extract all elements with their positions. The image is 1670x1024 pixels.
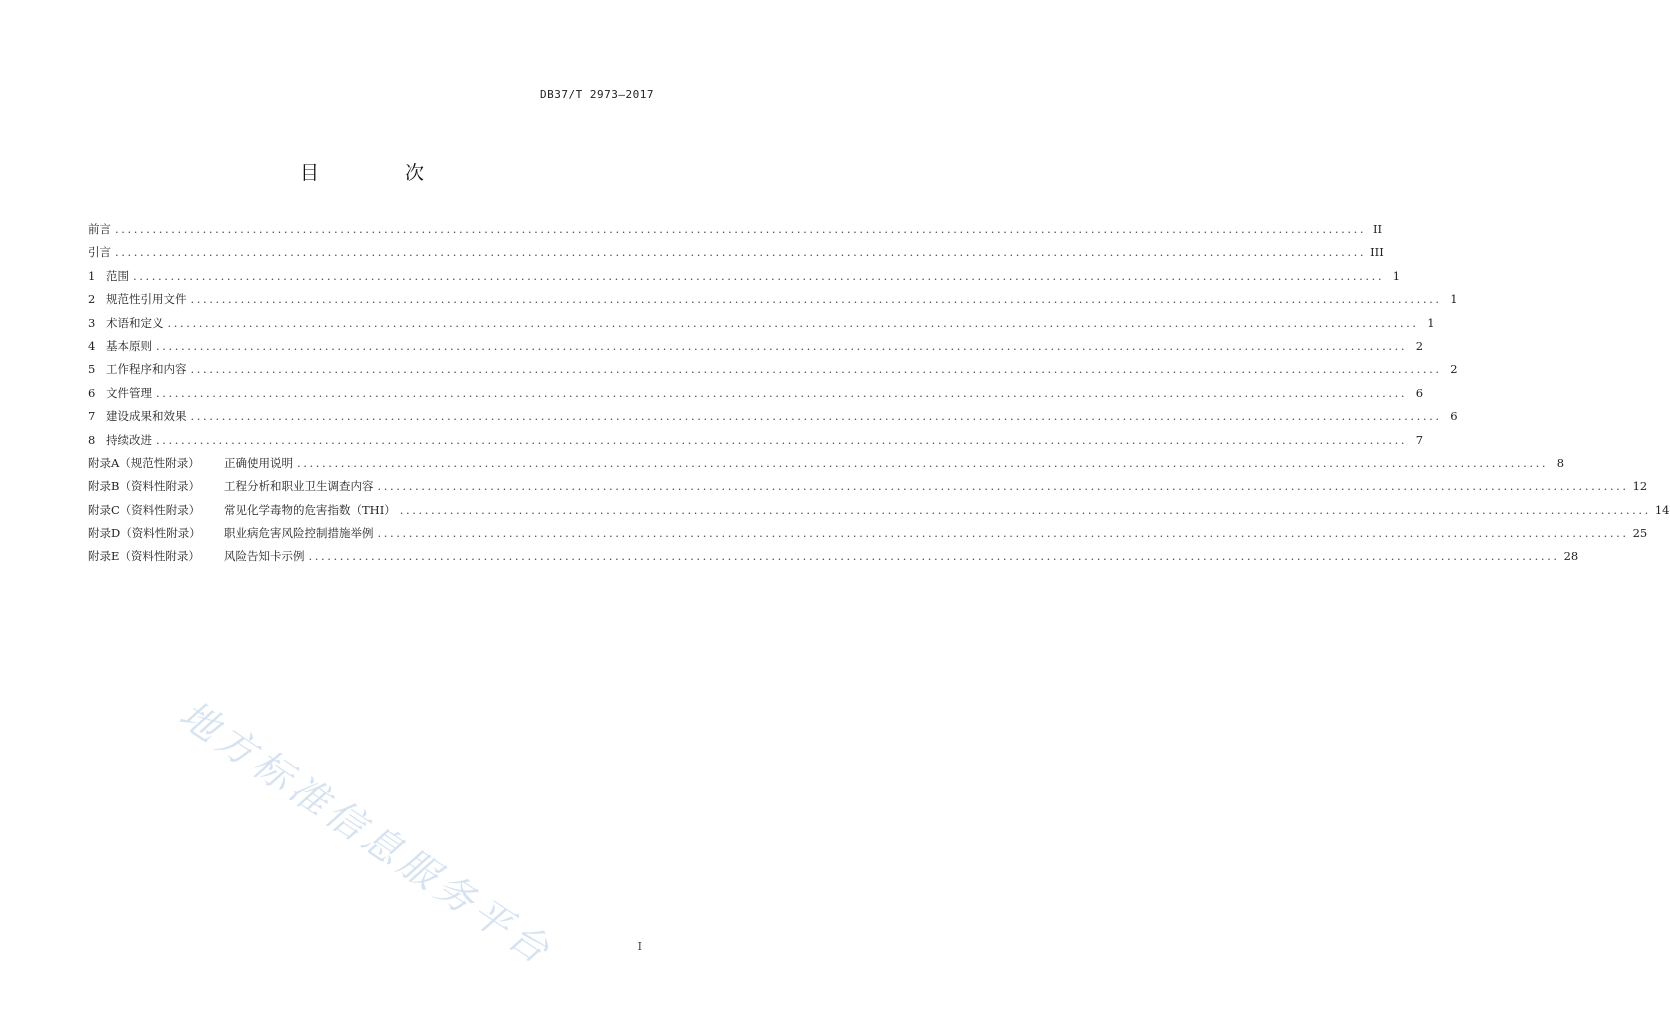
toc-entry-page: 7 <box>1415 432 1424 447</box>
appendix-prefix: 附录B（资料性附录） <box>88 479 200 494</box>
toc-entry-label: 工作程序和内容 <box>106 362 187 377</box>
dot-leader: ........................................................................................................................................................................................................ <box>156 385 1408 400</box>
toc-entry-scope[interactable] <box>88 265 1401 288</box>
toc-entry-label: 职业病危害风险控制措施举例 <box>224 526 374 541</box>
dot-leader: ........................................................................................................................................................................................................ <box>133 268 1385 283</box>
toc-entry-label: 规范性引用文件 <box>106 292 187 307</box>
toc-entry-number: 2 <box>88 292 96 307</box>
toc-entry-number: 5 <box>88 362 96 377</box>
toc-entry-label: 基本原则 <box>106 338 152 353</box>
toc-entry-label: 持续改进 <box>106 432 152 447</box>
toc-entry-label: 风险告知卡示例 <box>224 549 305 564</box>
toc-entry-number: 6 <box>88 385 96 400</box>
toc-entry-label: 前言 <box>88 222 111 236</box>
appendix-prefix: 附录C（资料性附录） <box>88 502 201 517</box>
toc-entry-page: 1 <box>1392 268 1401 283</box>
toc-entry-page: III <box>1370 245 1384 260</box>
appendix-prefix: 附录E（资料性附录） <box>88 549 200 564</box>
toc-entry-number: 4 <box>88 338 96 353</box>
toc-entry-label: 文件管理 <box>106 385 152 400</box>
toc-entry-appendix-e[interactable] <box>88 545 1579 568</box>
toc-entry-page: 25 <box>1632 526 1648 541</box>
page-number: I <box>637 940 642 953</box>
dot-leader: ........................................................................................................................................................................................................ <box>156 432 1408 447</box>
toc-entry-continuous-improvement[interactable] <box>88 429 1424 452</box>
dot-leader: ........................................................................................................................................................................................................ <box>190 292 1442 307</box>
toc-entry-label: 正确使用说明 <box>224 455 293 470</box>
toc-entry-document-management[interactable] <box>88 382 1424 405</box>
toc-entry-results[interactable] <box>88 405 1458 428</box>
toc-entry-appendix-a[interactable] <box>88 452 1565 475</box>
toc-entry-foreword[interactable] <box>88 218 1383 241</box>
toc-entry-number: 3 <box>88 315 96 330</box>
toc-entry-page: 8 <box>1556 455 1565 470</box>
table-of-contents <box>88 218 1670 569</box>
dot-leader: ........................................................................................................................................................................................................ <box>115 222 1367 236</box>
appendix-prefix: 附录D（资料性附录） <box>88 526 201 541</box>
toc-entry-label: 术语和定义 <box>106 315 164 330</box>
dot-leader: ........................................................................................................................................................................................................ <box>190 362 1442 377</box>
toc-entry-introduction[interactable] <box>88 241 1384 264</box>
dot-leader: ........................................................................................................................................................................................................ <box>297 455 1549 470</box>
dot-leader: ........................................................................................................................................................................................................ <box>190 409 1442 424</box>
toc-entry-page: 2 <box>1415 338 1424 353</box>
toc-entry-page: 2 <box>1450 362 1458 377</box>
toc-entry-page: 6 <box>1415 385 1424 400</box>
dot-leader: ........................................................................................................................................................................................................ <box>308 549 1560 564</box>
toc-entry-number: 7 <box>88 409 96 424</box>
toc-entry-page: 12 <box>1632 479 1648 494</box>
dot-leader: ........................................................................................................................................................................................................ <box>399 502 1651 517</box>
dot-leader: ........................................................................................................................................................................................................ <box>167 315 1419 330</box>
toc-entry-terms[interactable] <box>88 312 1435 335</box>
toc-entry-appendix-b[interactable] <box>88 475 1648 498</box>
page-title: 目 次 <box>299 162 465 184</box>
toc-entry-number: 1 <box>88 268 96 283</box>
toc-entry-normative-references[interactable] <box>88 288 1458 311</box>
appendix-prefix: 附录A（规范性附录） <box>88 455 200 470</box>
document-code: DB37/T 2973—2017 <box>540 88 654 101</box>
toc-entry-appendix-d[interactable] <box>88 522 1648 545</box>
toc-entry-label: 工程分析和职业卫生调查内容 <box>224 479 374 494</box>
toc-entry-page: 14 <box>1654 502 1670 517</box>
dot-leader: ........................................................................................................................................................................................................ <box>377 526 1629 541</box>
toc-entry-label: 常见化学毒物的危害指数（THI） <box>224 502 396 517</box>
toc-entry-page: 28 <box>1563 549 1579 564</box>
dot-leader: ........................................................................................................................................................................................................ <box>115 245 1367 260</box>
toc-entry-page: 1 <box>1427 315 1435 330</box>
dot-leader: ........................................................................................................................................................................................................ <box>377 479 1629 494</box>
toc-entry-label: 引言 <box>88 245 111 260</box>
toc-entry-procedure[interactable] <box>88 358 1458 381</box>
toc-entry-page: II <box>1373 222 1383 236</box>
toc-entry-page: 1 <box>1450 292 1458 307</box>
toc-entry-label: 范围 <box>106 268 129 283</box>
toc-entry-page: 6 <box>1450 409 1458 424</box>
dot-leader: ........................................................................................................................................................................................................ <box>156 338 1408 353</box>
toc-entry-principles[interactable] <box>88 335 1424 358</box>
toc-entry-label: 建设成果和效果 <box>106 409 187 424</box>
watermark: 地方标准信息服务平台 <box>171 692 562 975</box>
toc-entry-appendix-c[interactable] <box>88 499 1670 522</box>
toc-entry-number: 8 <box>88 432 96 447</box>
